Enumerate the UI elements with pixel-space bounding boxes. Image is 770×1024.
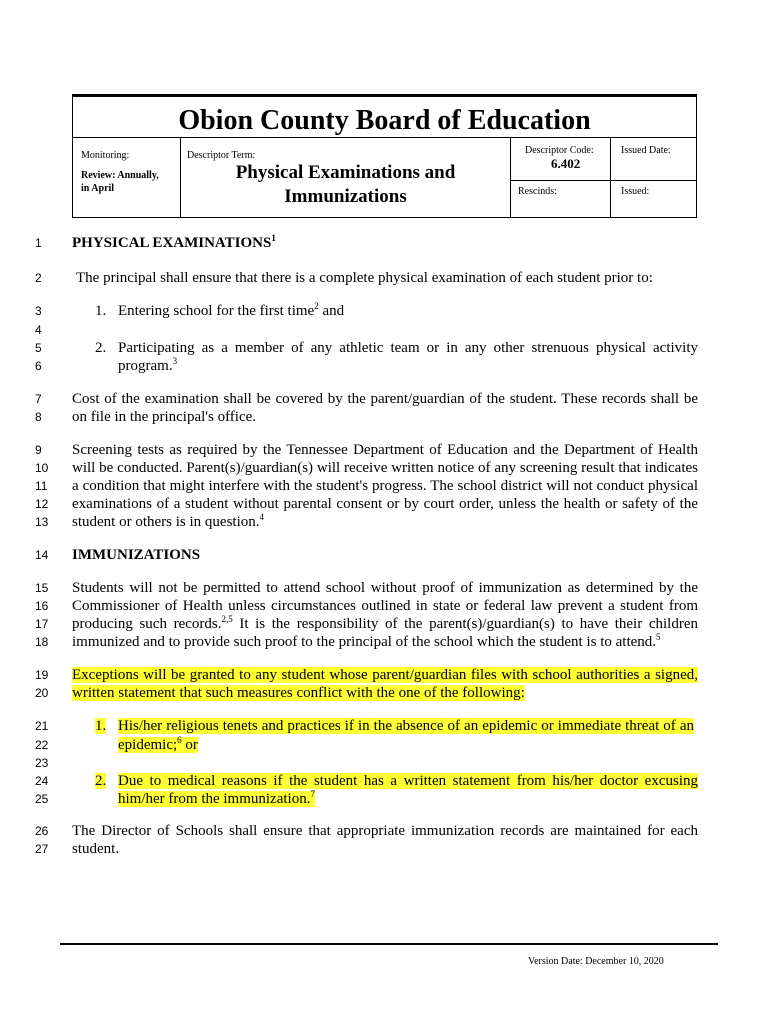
issued-date-label: Issued Date: xyxy=(621,145,671,156)
line-number: 11 xyxy=(35,479,48,493)
descriptor-term-line-1: Physical Examinations and xyxy=(235,162,456,183)
list-item-entering-school: Entering school for the first time$^2$ and xyxy=(118,301,345,319)
list-item-athletics-line-1: Participating as a member of any athletic team or in any other strenuous physical activity xyxy=(118,340,698,356)
line-number: 10 xyxy=(35,461,49,475)
principal-paragraph: The principal shall ensure that there is a complete physical examination of each student prior to: xyxy=(76,270,653,286)
line-number: 1 xyxy=(35,236,42,250)
immunization-line-3: producing such records.$^{2,5}$ It is the responsibility of the parent(s)/guardian(s) to have their children xyxy=(72,614,698,632)
line-number: 12 xyxy=(35,497,49,511)
exceptions-line-1: Exceptions will be granted to any student whose parent/guardian files with school authorities a signed, xyxy=(72,667,698,683)
review-line-1: Review: Annually, xyxy=(81,170,159,181)
list-item-athletics-line-2: program.$^3$ xyxy=(118,356,178,374)
exception-medical-line-1: Due to medical reasons if the student has a written statement from his/her doctor excusing xyxy=(118,773,698,789)
line-number: 18 xyxy=(35,635,49,649)
line-number: 9 xyxy=(35,443,42,457)
board-title: Obion County Board of Education xyxy=(178,105,591,136)
monitoring-label: Monitoring: xyxy=(81,150,130,161)
screening-line-5: student or others is in question.$^4$ xyxy=(72,512,264,530)
screening-line-1: Screening tests as required by the Tennessee Department of Education and the Department of Health xyxy=(72,442,698,458)
director-line-2: student. xyxy=(72,841,120,857)
line-number: 25 xyxy=(35,792,49,806)
exception-medical-line-2: him/her from the immunization.$^7$ xyxy=(118,789,315,807)
immunization-line-2: Commissioner of Health unless circumstances outlined in state or federal law prevent a student from xyxy=(72,598,698,614)
exception-item-number: 2. xyxy=(95,773,107,789)
list-item-number: 2. xyxy=(95,340,107,356)
rescinds-label: Rescinds: xyxy=(518,186,557,197)
list-item-number: 1. xyxy=(95,303,107,319)
line-number: 15 xyxy=(35,581,49,595)
line-number: 19 xyxy=(35,668,49,682)
review-line-2: in April xyxy=(81,183,115,194)
section-heading-immunizations: IMMUNIZATIONS xyxy=(72,547,201,563)
exception-religious-line-2: epidemic;$^6$ or xyxy=(118,735,198,753)
line-number: 14 xyxy=(35,548,49,562)
line-number: 23 xyxy=(35,756,49,770)
section-heading-physical-examinations: PHYSICAL EXAMINATIONS$^1$ xyxy=(72,233,276,251)
line-number: 21 xyxy=(35,719,49,733)
footer-rule xyxy=(60,943,718,945)
screening-line-3: a condition that might interfere with the student's progress. The school district will not conduct physical xyxy=(72,478,698,494)
immunization-line-1: Students will not be permitted to attend school without proof of immunization as determined by the xyxy=(72,580,698,596)
line-number: 3 xyxy=(35,304,42,318)
screening-line-4: examinations of a student without parental consent or by court order, unless the health or safety of the xyxy=(72,496,698,512)
line-number: 24 xyxy=(35,774,49,788)
director-line-1: The Director of Schools shall ensure that appropriate immunization records are maintained for each xyxy=(72,823,698,839)
line-number: 6 xyxy=(35,359,42,373)
policy-header-table xyxy=(72,94,697,218)
line-number: 26 xyxy=(35,824,49,838)
line-number: 7 xyxy=(35,392,42,406)
line-number: 20 xyxy=(35,686,49,700)
line-number: 17 xyxy=(35,617,49,631)
line-number: 16 xyxy=(35,599,49,613)
exception-religious-line-1: His/her religious tenets and practices if in the absence of an epidemic or immediate threat of an xyxy=(118,718,694,734)
column-divider xyxy=(610,137,611,217)
row-divider xyxy=(510,180,696,181)
header-divider xyxy=(73,137,696,138)
descriptor-code: 6.402 xyxy=(551,156,581,171)
line-number: 2 xyxy=(35,271,42,285)
screening-line-2: will be conducted. Parent(s)/guardian(s) will receive written notice of any screening result that indicates xyxy=(72,460,698,476)
line-number: 4 xyxy=(35,323,42,337)
line-number: 13 xyxy=(35,515,49,529)
column-divider xyxy=(510,137,511,217)
cost-paragraph-line-2: on file in the principal's office. xyxy=(72,409,257,425)
line-number: 5 xyxy=(35,341,42,355)
issued-label: Issued: xyxy=(621,186,650,197)
line-number: 22 xyxy=(35,738,49,752)
exceptions-line-2: written statement that such measures conflict with the one of the following: xyxy=(72,685,525,701)
line-number: 8 xyxy=(35,410,42,424)
cost-paragraph-line-1: Cost of the examination shall be covered by the parent/guardian of the student. These records shall be xyxy=(72,391,698,407)
immunization-line-4: immunized and to provide such proof to the principal of the school which the student is to attend.$^5$ xyxy=(72,632,661,650)
descriptor-term-line-2: Immunizations xyxy=(284,186,407,207)
descriptor-code-label: Descriptor Code: xyxy=(525,145,594,156)
line-number: 27 xyxy=(35,842,49,856)
exception-item-number: 1. xyxy=(95,718,107,734)
descriptor-term-label: Descriptor Term: xyxy=(187,150,256,161)
version-date: Version Date: December 10, 2020 xyxy=(528,956,664,967)
